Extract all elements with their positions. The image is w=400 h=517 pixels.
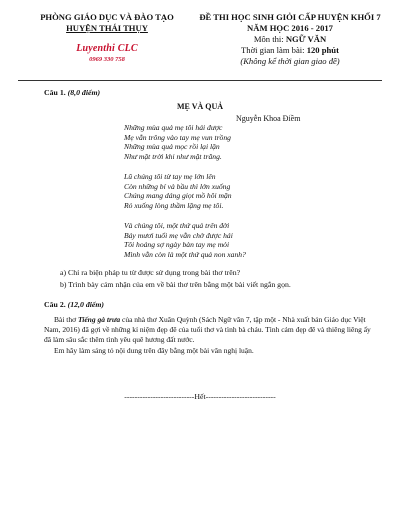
- exam-subject: Môn thi: NGỮ VĂN: [253, 34, 327, 44]
- exam-time: Thời gian làm bài: 120 phút: [241, 45, 339, 55]
- header-divider: [18, 80, 382, 81]
- poem-title: MẸ VÀ QUẢ: [176, 102, 224, 111]
- poem-name: Tiếng gà trưa: [77, 315, 121, 324]
- question-2-body: Bài thơ Tiếng gà trưa của nhà thơ Xuân Quỳnh (Sách Ngữ văn 7, tập một - Nhà xuất bản Giáo dục Việt Nam, 2016) đã gợi về những kỉ niệm đẹp đẽ của tuổi thơ và tình bà cháu. Tình cảm đẹp đẽ và thiêng liêng ấy đã làm sâu sắc thêm tình yêu quê hương đất nước.: [44, 315, 371, 345]
- poem-line: Tôi hoảng sợ ngày bàn tay mẹ mỏi: [124, 240, 230, 250]
- issuer-department: PHÒNG GIÁO DỤC VÀ ĐÀO TẠO: [40, 12, 174, 22]
- end-marker: ---------------------------Hết---------------------------: [124, 392, 276, 401]
- issuer-district: HUYỆN THÁI THỤY: [66, 23, 148, 33]
- question-1-heading: Câu 1. (8,0 điểm): [44, 88, 101, 97]
- poem-line: Những mùa quả mẹ tôi hái được: [124, 123, 223, 132]
- logo-title: Luyenthi CLC: [76, 43, 138, 54]
- exam-title: ĐỀ THI HỌC SINH GIỎI CẤP HUYỆN KHỐI 7: [199, 12, 381, 22]
- poem-author: Nguyễn Khoa Điềm: [236, 114, 301, 123]
- poem-line: Lũ chúng tôi từ tay mẹ lớn lên: [124, 172, 216, 181]
- logo-phone: 0969 330 758: [89, 56, 125, 63]
- question-2-task: Em hãy làm sáng tỏ nội dung trên đây bằng một bài văn nghị luận.: [54, 346, 254, 355]
- poem-line: Còn những bí và bầu thì lớn xuống: [124, 181, 231, 191]
- poem-line: Bảy mươi tuổi mẹ vẫn chờ được hái: [124, 230, 233, 240]
- poem-line: Và chúng tôi, một thứ quả trên đời: [124, 221, 230, 230]
- issuer-block: [22, 12, 192, 34]
- poem-line: Chúng mang dáng giọt mồ hôi mặn: [124, 191, 232, 201]
- poem-line: Mình vẫn còn là một thứ quả non xanh?: [124, 249, 246, 259]
- question-2-heading: Câu 2. (12,0 điểm): [44, 300, 105, 309]
- question-1b: b) Trình bày cảm nhận của em về bài thơ trên bằng một bài viết ngắn gọn.: [60, 280, 291, 289]
- poem-line: Rỏ xuống lòng thầm lặng mẹ tôi.: [124, 200, 224, 210]
- school-year: NĂM HỌC 2016 - 2017: [247, 23, 333, 33]
- poem-line: Mẹ vẫn trông vào tay mẹ vun trồng: [124, 132, 231, 142]
- exam-time-note: (Không kể thời gian giao đề): [240, 56, 340, 66]
- question-1a: a) Chỉ ra biện pháp tu từ được sử dụng trong bài thơ trên?: [60, 268, 241, 277]
- poem-line: Như mặt trời khi như mặt trăng.: [124, 151, 222, 161]
- poem-stanza: [124, 221, 246, 259]
- poem-stanza: [124, 123, 231, 161]
- poem-stanza: [124, 172, 232, 210]
- exam-info-block: [182, 12, 398, 67]
- poem-line: Những mùa quả mọc rồi lại lặn: [124, 142, 220, 152]
